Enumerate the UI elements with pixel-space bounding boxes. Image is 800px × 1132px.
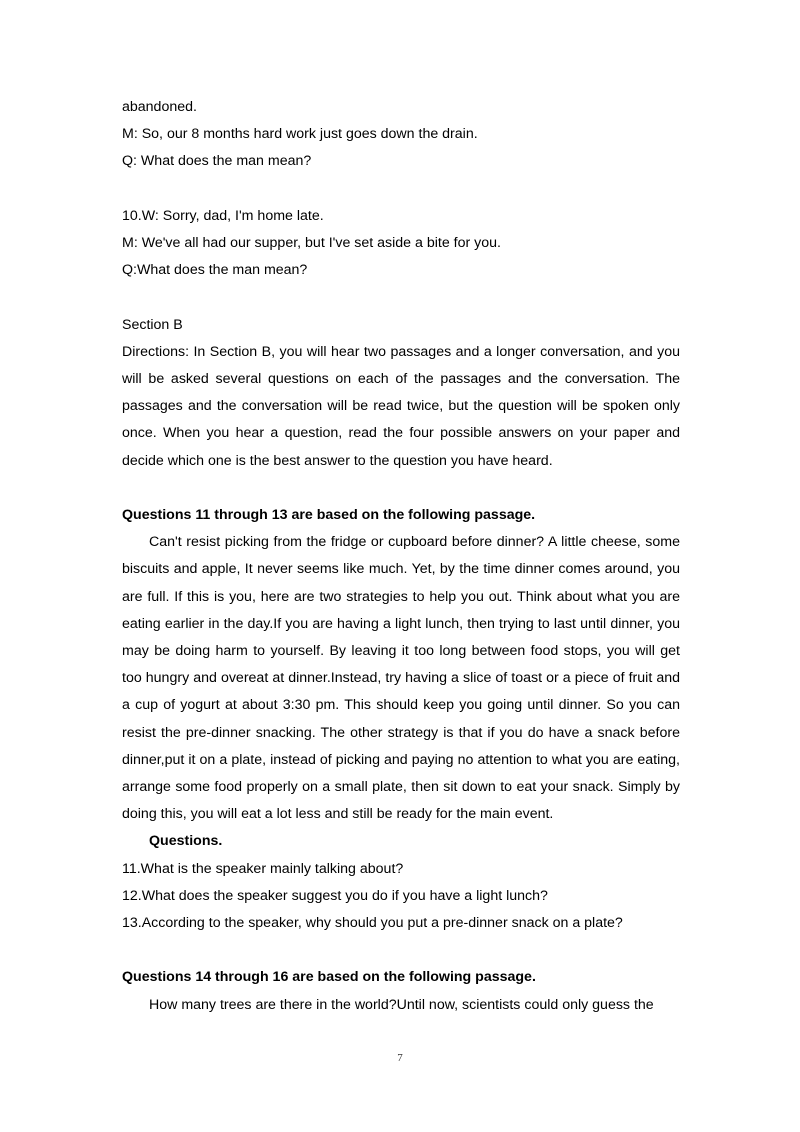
section-directions: Directions: In Section B, you will hear two passages and a longer conversation, and you will be asked several questions on each of the passages and the conversation. The passages and the conversation will be read twice, but the question will be spoken only once. When you hear a question, read the four possible answers on your paper and decide which one is the best answer to the question you have heard.	[122, 343, 680, 469]
spacer	[122, 937, 680, 964]
question-item: 13.According to the speaker, why should you put a pre-dinner snack on a plate?	[122, 915, 623, 932]
dialogue-line: 10.W: Sorry, dad, I'm home late.	[122, 207, 324, 224]
spacer	[122, 284, 680, 311]
question-line: Q: What does the man mean?	[122, 153, 312, 170]
question-line: Q:What does the man mean?	[122, 262, 308, 279]
question-item: 12.What does the speaker suggest you do if you have a light lunch?	[122, 887, 548, 904]
spacer	[122, 475, 680, 502]
page-content	[122, 94, 680, 1019]
passage-text: How many trees are there in the world?Until now, scientists could only guess the	[149, 996, 654, 1013]
dialogue-line: M: So, our 8 months hard work just goes down the drain.	[122, 126, 478, 143]
text-line: abandoned.	[122, 99, 197, 115]
section-title: Section B	[122, 316, 183, 333]
question-item: 11.What is the speaker mainly talking about?	[122, 860, 404, 877]
questions-label: Questions.	[149, 833, 223, 850]
passage-heading: Questions 11 through 13 are based on the following passage.	[122, 507, 536, 523]
spacer	[122, 176, 680, 203]
dialogue-line: M: We've all had our supper, but I've set aside a bite for you.	[122, 235, 501, 251]
passage-heading: Questions 14 through 16 are based on the following passage.	[122, 969, 536, 986]
page-number: 7	[397, 1052, 403, 1064]
passage-text: Can't resist picking from the fridge or cupboard before dinner? A little cheese, some biscuits and apple, It never seems like much. Yet, by the time dinner comes around, you are full. If this is you, here are two strategies to help you out. Think about what you are eating earlier in the day.If you are having a light lunch, then trying to last until dinner, you may be doing harm to yourself. By leaving it too long between food stops, you will get too hungry and overeat at dinner.Instead, try having a slice of toast or a piece of fruit and a cup of yogurt at about 3:30 pm. This should keep you going until dinner. So you can resist the pre-dinner snacking. The other strategy is that if you do have a snack before dinner,put it on a plate, instead of picking and paying no attention to what you are eating, arrange some food properly on a small plate, then sit down to eat your snack. Simply by doing this, you will eat a lot less and still be ready for the main event.	[122, 534, 680, 823]
